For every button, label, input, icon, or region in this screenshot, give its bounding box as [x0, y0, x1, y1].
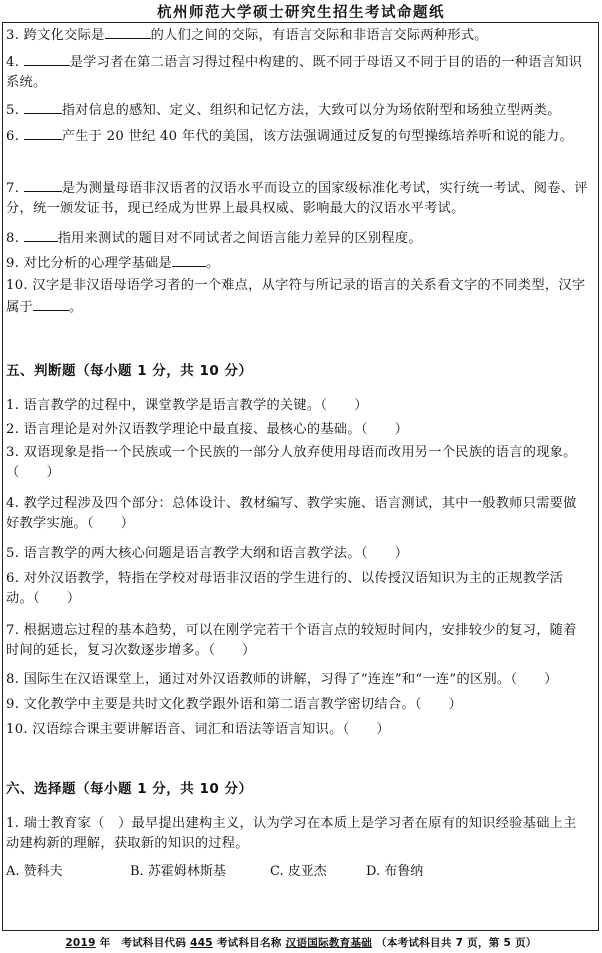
section-title-judgement: 五、判断题（每小题 1 分，共 10 分） — [6, 363, 253, 379]
footer-page-info: （本考试科目共 7 页，第 5 页） — [376, 937, 537, 949]
judgement-item: 4. 教学过程涉及四个部分：总体设计、教材编写、教学实施、语言测试，其中一般教师只需要做好教学实施。（ ） — [6, 496, 577, 531]
answer-blank — [24, 51, 70, 66]
judgement-item: 1. 语言教学的过程中，课堂教学是语言教学的关键。（ ） — [6, 398, 368, 413]
fill-question-3: 3. 跨文化交际是 的人们之间的交际，有语言交际和非语言交际两种形式。 — [6, 24, 590, 46]
fill-question-6: 6. 产生于 20 世纪 40 年代的美国，该方法强调通过反复的句型操练培养听和说的能力。 — [6, 125, 590, 147]
answer-blank — [24, 227, 58, 242]
page-header: 杭州师范大学硕士研究生招生考试命题纸 — [157, 5, 445, 21]
answer-blank — [24, 177, 62, 192]
answer-blank — [24, 125, 62, 140]
option-a: A. 赞科夫 — [6, 864, 63, 879]
judgement-item: 8. 国际生在汉语课堂上，通过对外汉语教师的讲解，习得了“连连”和“一连”的区别。（ ） — [6, 672, 558, 687]
answer-blank — [105, 24, 151, 39]
fill-question-9: 9. 对比分析的心理学基础是 。 — [6, 252, 590, 274]
footer-year: 2019 — [65, 937, 96, 949]
answer-blank — [24, 99, 62, 114]
judgement-item: 10. 汉语综合课主要讲解语音、词汇和语法等语言知识。（ ） — [6, 722, 390, 737]
fill-question-8: 8. 指用来测试的题目对不同试者之间语言能力差异的区别程度。 — [6, 227, 590, 249]
footer-subject-name: 汉语国际教育基础 — [285, 937, 373, 949]
fill-question-7: 7. 是为测量母语非汉语者的汉语水平而设立的国家级标准化考试，实行统一考试、阅卷、评分，统一颁发证书，现已经成为世界上最具权威、影响最大的汉语水平考试。 — [6, 177, 590, 219]
judgement-item: 7. 根据遗忘过程的基本趋势，可以在刚学完若干个语言点的较短时间内，安排较少的复习，随着时间的延长，复习次数逐步增多。（ ） — [6, 623, 577, 658]
judgement-item: 3. 双语现象是指一个民族或一个民族的一部分人放弃使用母语而改用另一个民族的语言的现象。（ ） — [6, 445, 577, 480]
section-title-choice: 六、选择题（每小题 1 分，共 10 分） — [6, 781, 253, 797]
fill-question-10: 10. 汉字是非汉语母语学习者的一个难点，从字符与所记录的语言的关系看文字的不同类型，汉字属于 。 — [6, 278, 586, 315]
judgement-item: 5. 语言教学的两大核心问题是语言教学大纲和语言教学法。（ ） — [6, 546, 409, 561]
judgement-item: 6. 对外汉语教学，特指在学校对母语非汉语的学生进行的、以传授汉语知识为主的正规教学活动。（ ） — [6, 571, 564, 606]
footer-year-label: 年 考试科目代码 — [99, 937, 187, 949]
judgement-item: 9. 文化教学中主要是共时文化教学跟外语和第二语言教学密切结合。（ ） — [6, 697, 463, 712]
fill-question-5: 5. 指对信息的感知、定义、组织和记忆方法，大致可以分为场依附型和场独立型两类。 — [6, 99, 590, 121]
page-footer — [0, 936, 602, 950]
fill-question-4: 4. 是学习者在第二语言习得过程中构建的、既不同于母语又不同于目的语的一种语言知识系统。 — [6, 51, 590, 93]
footer-name-label: 考试科目名称 — [216, 937, 282, 949]
option-c: C. 皮亚杰 — [270, 864, 327, 879]
footer-subject-code: 445 — [190, 937, 213, 949]
option-d: D. 布鲁纳 — [366, 864, 424, 879]
answer-blank — [33, 296, 69, 311]
judgement-item: 2. 语言理论是对外汉语教学理论中最直接、最核心的基础。（ ） — [6, 422, 409, 437]
choice-question-1: 1. 瑞士教育家（ ）最早提出建构主义，认为学习在本质上是学习者在原有的知识经验基础上主动建构新的理解，获取新的知识的过程。 — [6, 816, 577, 851]
answer-blank — [172, 252, 206, 267]
option-b: B. 苏霍姆林斯基 — [130, 864, 226, 879]
